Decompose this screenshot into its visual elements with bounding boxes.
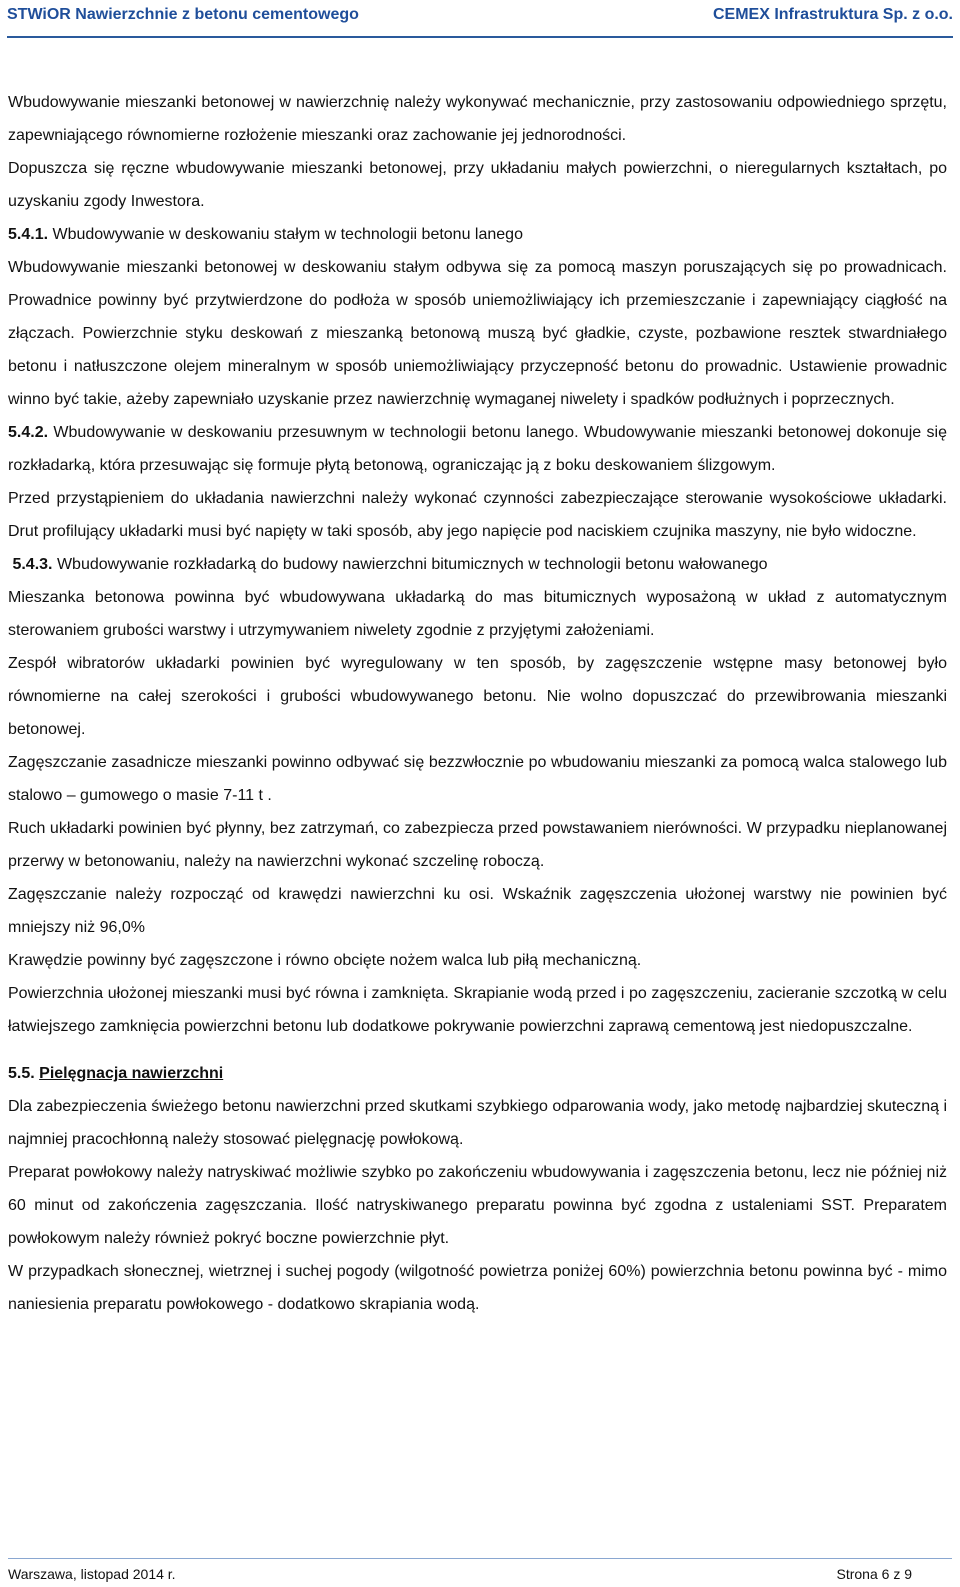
paragraph: Mieszanka betonowa powinna być wbudowywana układarką do mas bitumicznych wyposażoną w układ z automatycznym sterowaniem grubości warstwy i utrzymywaniem niwelety zgodnie z przyjętymi założeniami. [8,589,947,639]
paragraph: Zagęszczanie zasadnicze mieszanki powinno odbywać się bezzwłocznie po wbudowaniu mieszanki za pomocą walca stalowego lub stalowo – gumowego o masie 7-11 t . [8,754,947,804]
section-title: Wbudowywanie rozkładarką do budowy nawierzchni bitumicznych w technologii betonu wałowanego [56,556,768,573]
paragraph: Dla zabezpieczenia świeżego betonu nawierzchni przed skutkami szybkiego odparowania wody, jako metodę najbardziej skuteczną i najmniej pracochłonną należy stosować pielęgnację powłokową. [8,1098,947,1148]
header-company-name: CEMEX Infrastruktura Sp. z o.o. [712,6,953,23]
footer-page-number: Strona 6 z 9 [836,1566,912,1582]
paragraph: Zespół wibratorów układarki powinien być wyregulowany w ten sposób, by zagęszczenie wstępne masy betonowej było równomierne na całej szerokości i grubości wbudowywanego betonu. Nie wolno dopuszczać do przewibrowania mieszanki betonowej. [8,655,947,738]
paragraph: Wbudowywanie mieszanki betonowej w deskowaniu stałym odbywa się za pomocą maszyn poruszających się po prowadnicach. Prowadnice powinny być przytwierdzone do podłoża w sposób uniemożliwiający ich przemieszczanie i zapewniający ciągłość na złączach. Powierzchnie styku deskowań z mieszanką betonową muszą być gładkie, czyste, pozbawione resztek stwardniałego betonu i natłuszczone olejem mineralnym w sposób uniemożliwiający przyczepność betonu do prowadnic. Ustawienie prowadnic winno być takie, ażeby zapewniało uzyskanie przez nawierzchnię wymaganej niwelety i spadków podłużnych i poprzecznych. [8,259,947,408]
section-title: Pielęgnacja nawierzchni [39,1065,224,1082]
header-document-title: STWiOR Nawierzchnie z betonu cementowego [7,6,359,23]
paragraph: Preparat powłokowy należy natryskiwać możliwie szybko po zakończeniu wbudowywania i zagęszczenia betonu, lecz nie później niż 60 minut od zakończenia zagęszczania. Ilość natryskiwanego preparatu powinna być zgodna z ustaleniami SST. Preparatem powłokowym należy również pokryć boczne powierzchnie płyt. [8,1164,947,1247]
page-footer [8,1558,952,1587]
paragraph: Przed przystąpieniem do układania nawierzchni należy wykonać czynności zabezpieczające sterowanie wysokościowe układarki. Drut profilujący układarki musi być napięty w taki sposób, aby jego napięcie pod naciskiem czujnika maszyny, nie było widoczne. [8,490,947,540]
section-title: Wbudowywanie w deskowaniu stałym w technologii betonu lanego [48,226,523,243]
paragraph: Ruch układarki powinien być płynny, bez zatrzymań, co zabezpiecza przed powstawaniem nierówności. W przypadku nieplanowanej przerwy w betonowaniu, należy na nawierzchni wykonać szczelinę roboczą. [8,820,947,870]
paragraph: Krawędzie powinny być zagęszczone i równo obcięte nożem walca lub piłą mechaniczną. [8,952,642,969]
footer-date: Warszawa, listopad 2014 r. [8,1566,176,1582]
section-number: 5.4.3. [12,556,53,573]
paragraph: W przypadkach słonecznej, wietrznej i suchej pogody (wilgotność powietrza poniżej 60%) powierzchnia betonu powinna być - mimo naniesienia preparatu powłokowego - dodatkowo skrapiania wodą. [8,1263,947,1313]
paragraph: Zagęszczanie należy rozpocząć od krawędzi nawierzchni ku osi. Wskaźnik zagęszczenia ułożonej warstwy nie powinien być mniejszy niż 96,0% [8,886,947,936]
section-number: 5.5. [8,1065,35,1082]
paragraph: Powierzchnia ułożonej mieszanki musi być równa i zamknięta. Skrapianie wodą przed i po zagęszczeniu, zacieranie szczotką w celu łatwiejszego zamknięcia powierzchni betonu lub dodatkowe pokrywanie powierzchni zaprawą cementową jest niedopuszczalne. [8,985,947,1035]
document-body [8,86,947,1321]
page-header [7,0,953,38]
section-5-4-2-paragraph [8,416,947,482]
section-heading-5-5 [8,1057,947,1090]
paragraph: Dopuszcza się ręczne wbudowywanie mieszanki betonowej, przy układaniu małych powierzchni, o nieregularnych kształtach, po uzyskaniu zgody Inwestora. [8,160,947,210]
section-number: 5.4.2. [8,424,49,441]
section-heading-5-4-3 [8,548,947,581]
section-heading-5-4-1 [8,218,947,251]
section-number: 5.4.1. [8,226,49,243]
section-text: Wbudowywanie w deskowaniu przesuwnym w technologii betonu lanego. Wbudowywanie mieszanki betonowej dokonuje się rozkładarką, która przesuwając się formuje płytą betonową, ograniczając ją z boku deskowaniem ślizgowym. [8,424,947,474]
paragraph: Wbudowywanie mieszanki betonowej w nawierzchnię należy wykonywać mechanicznie, przy zastosowaniu odpowiedniego sprzętu, zapewniającego równomierne rozłożenie mieszanki oraz zachowanie jej jednorodności. [8,94,947,144]
